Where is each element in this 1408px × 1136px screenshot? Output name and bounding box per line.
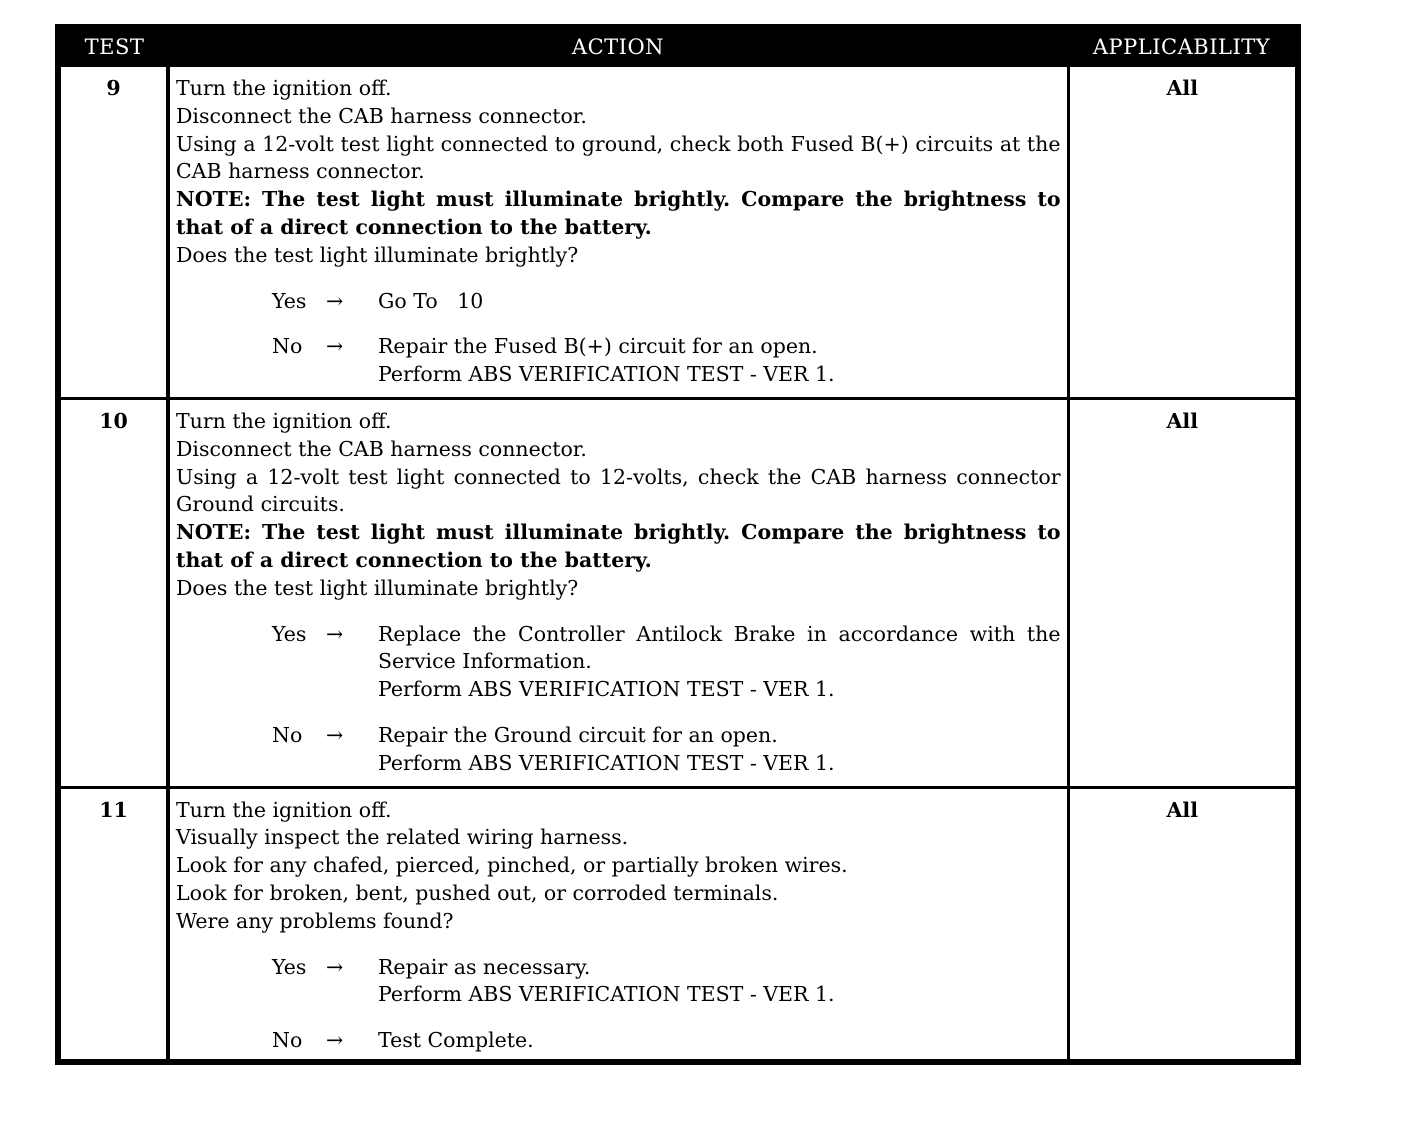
result-line: Perform ABS VERIFICATION TEST - VER 1.: [378, 677, 835, 702]
outcome-yes: [176, 621, 1061, 704]
result-line: Test Complete.: [378, 1028, 534, 1053]
right-arrow-icon: →: [326, 722, 344, 747]
header-action: ACTION: [168, 30, 1068, 66]
note-text: NOTE: The test light must illuminate brightly. Compare the brightness to that of a direct connection to the battery.: [176, 520, 1061, 572]
step-text: Look for broken, bent, pushed out, or corroded terminals.: [176, 880, 779, 905]
outcome-result: [378, 722, 1061, 778]
no-label: No: [272, 1028, 303, 1053]
applicability-value: All: [1068, 398, 1295, 787]
table-row: [61, 398, 1295, 787]
step-text: Look for any chafed, pierced, pinched, or partially broken wires.: [176, 853, 848, 878]
action-cell: [168, 66, 1068, 399]
step-text: Using a 12-volt test light connected to ground, check both Fused B(+) circuits at the CAB harness connector.: [176, 131, 1061, 184]
yes-label: Yes: [272, 621, 307, 646]
yes-label: Yes: [272, 954, 307, 979]
test-number: 10: [61, 398, 168, 787]
note-text: NOTE: The test light must illuminate brightly. Compare the brightness to that of a direct connection to the battery.: [176, 187, 1061, 239]
outcome-no: [176, 333, 1061, 389]
step-text: Visually inspect the related wiring harness.: [176, 825, 629, 850]
outcome-no: [176, 1027, 1061, 1055]
result-line: Repair the Fused B(+) circuit for an open.: [378, 334, 818, 359]
diagnostic-table-frame: [55, 24, 1301, 1065]
result-line: Repair the Ground circuit for an open.: [378, 722, 778, 747]
right-arrow-icon: →: [326, 954, 344, 979]
right-arrow-icon: →: [326, 621, 344, 646]
step-text: Using a 12-volt test light connected to 12-volts, check the CAB harness connector Ground circuits.: [176, 464, 1061, 517]
table-header-row: [61, 30, 1295, 66]
question-text: Does the test light illuminate brightly?: [176, 575, 579, 600]
result-line: Perform ABS VERIFICATION TEST - VER 1.: [378, 750, 835, 775]
table-row: [61, 66, 1295, 399]
step-text: Turn the ignition off.: [176, 797, 392, 822]
right-arrow-icon: →: [326, 1028, 344, 1053]
result-line: Go To 10: [378, 288, 484, 313]
table-row: [61, 787, 1295, 1059]
no-label: No: [272, 722, 303, 747]
question-text: Does the test light illuminate brightly?: [176, 242, 579, 267]
step-text: Turn the ignition off.: [176, 76, 392, 100]
result-line: Replace the Controller Antilock Brake in accordance with the Service Information.: [378, 621, 1061, 674]
result-line: Repair as necessary.: [378, 954, 591, 979]
right-arrow-icon: →: [326, 334, 344, 359]
test-number: 11: [61, 787, 168, 1059]
action-cell: [168, 398, 1068, 787]
outcome-result: [378, 288, 1061, 316]
outcome-result: [378, 333, 1061, 389]
outcome-yes: [176, 954, 1061, 1010]
outcome-result: [378, 1027, 1061, 1055]
yes-label: Yes: [272, 288, 307, 313]
step-text: Disconnect the CAB harness connector.: [176, 103, 587, 128]
right-arrow-icon: →: [326, 288, 344, 313]
step-text: Disconnect the CAB harness connector.: [176, 436, 587, 461]
applicability-value: All: [1068, 787, 1295, 1059]
test-number: 9: [61, 66, 168, 399]
outcome-result: [378, 621, 1061, 704]
outcome-no: [176, 722, 1061, 778]
outcome-yes: [176, 288, 1061, 316]
action-cell: [168, 787, 1068, 1059]
outcome-result: [378, 954, 1061, 1010]
result-line: Perform ABS VERIFICATION TEST - VER 1.: [378, 982, 835, 1007]
header-test: TEST: [61, 30, 168, 66]
applicability-value: All: [1068, 66, 1295, 399]
result-line: Perform ABS VERIFICATION TEST - VER 1.: [378, 362, 835, 387]
no-label: No: [272, 334, 303, 359]
step-text: Turn the ignition off.: [176, 408, 392, 433]
header-applicability: APPLICABILITY: [1068, 30, 1295, 66]
diagnostic-test-table: [61, 30, 1295, 1059]
question-text: Were any problems found?: [176, 908, 454, 933]
